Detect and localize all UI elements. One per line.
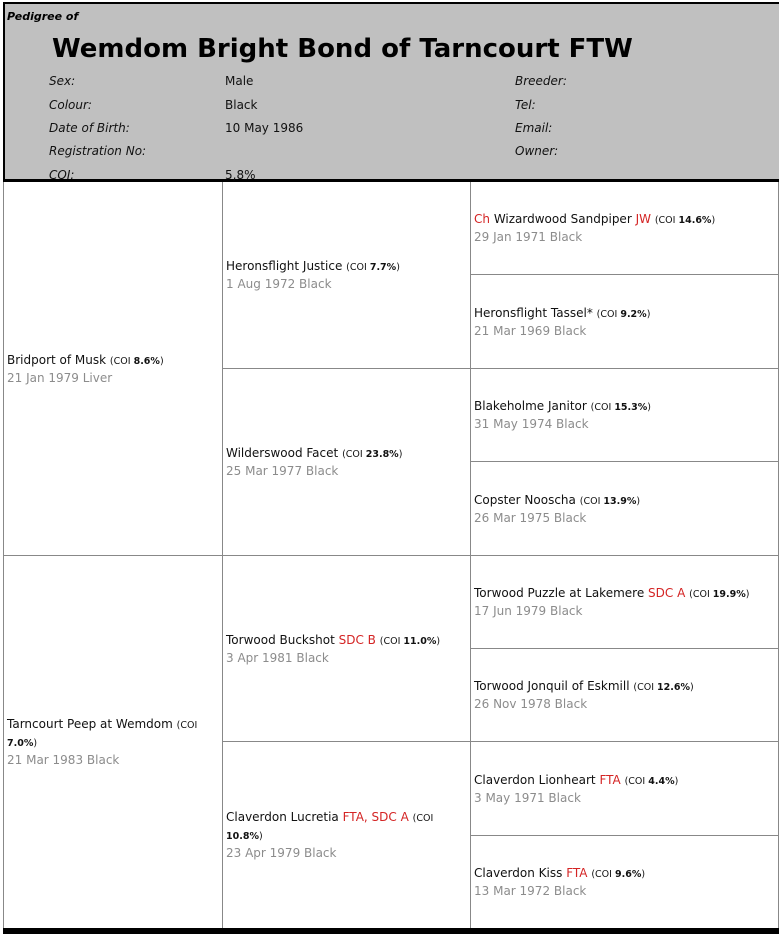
title-suffix: JW [635, 212, 651, 226]
title-suffix: SDC B [338, 632, 376, 647]
dog-name: Torwood Puzzle at Lakemere [474, 586, 645, 600]
coi-value: 15.3% [614, 402, 648, 413]
birth-colour-details: 3 Apr 1981 Black [226, 650, 329, 665]
sire-dam-cell [3, 556, 222, 929]
coi-label: COI: [49, 168, 75, 182]
tel-label: Tel: [515, 98, 536, 112]
grandparent-cell [222, 182, 470, 369]
coi-value: 4.4% [648, 775, 675, 787]
dog-name: Wizardwood Sandpiper [493, 212, 632, 226]
dog-name: Claverdon Lucretia [226, 810, 339, 824]
dog-entry [7, 352, 218, 386]
dog-name: Copster Nooscha [474, 492, 576, 507]
coi-value: 9.6% [615, 869, 642, 880]
dog-entry [474, 865, 774, 899]
grandparent-cell [222, 742, 470, 929]
dog-entry [474, 305, 774, 339]
title-suffix: FTA [599, 772, 621, 787]
birth-colour-details: 23 Apr 1979 Black [226, 846, 337, 860]
dog-entry [474, 585, 774, 619]
dog-name: Claverdon Lionheart [474, 772, 596, 787]
dog-name-line [474, 398, 774, 416]
dog-name-line [474, 492, 774, 510]
dog-entry [226, 809, 466, 861]
coi-value: 14.6% [678, 215, 712, 226]
coi-badge: (COI 4.4%) [624, 775, 679, 787]
coi-label: COI [595, 869, 612, 880]
coi-badge: (COI 7.0%) [7, 720, 198, 749]
dog-entry [474, 772, 774, 806]
coi-label: COI [349, 262, 367, 273]
bottom-rule [3, 928, 779, 934]
coi-value: 19.9% [712, 589, 746, 600]
colour-value: Black [225, 98, 258, 112]
coi-label: COI [180, 720, 198, 731]
coi-value: 12.6% [657, 682, 691, 693]
birth-colour-details: 21 Jan 1979 Liver [7, 370, 113, 385]
grandparent-cell [222, 369, 470, 556]
coi-value: 7.0% [7, 738, 34, 749]
dog-name-line [7, 716, 218, 752]
dog-name-line [474, 211, 774, 229]
dog-name-line [474, 865, 774, 883]
owner-label: Owner: [515, 144, 559, 158]
dog-name-line [7, 352, 218, 370]
dog-entry [226, 258, 466, 292]
coi-badge: (COI 8.6%) [109, 355, 164, 367]
coi-badge: (COI 11.0%) [379, 635, 441, 647]
dog-entry [474, 211, 774, 245]
coi-value: 13.9% [603, 495, 637, 507]
coi-value: 8.6% [133, 355, 160, 367]
birth-colour-details: 26 Nov 1978 Black [474, 697, 588, 711]
dog-name-title: Wemdom Bright Bond of Tarncourt FTW [52, 34, 633, 64]
birth-colour-details: 17 Jun 1979 Black [474, 604, 583, 618]
coi-label: COI [345, 449, 363, 460]
title-suffix: SDC A [648, 586, 686, 600]
great-grandparent-cell [470, 742, 779, 836]
great-grandparent-cell [470, 182, 779, 275]
coi-badge: (COI 14.6%) [654, 215, 716, 226]
title-suffix: FTA, SDC A [342, 810, 409, 824]
coi-label: COI [416, 813, 434, 824]
dog-name-line [474, 585, 774, 603]
dog-name-line [226, 632, 466, 650]
title-prefix: Ch [474, 212, 490, 226]
grandparent-cell [222, 556, 470, 742]
great-grandparent-cell [470, 275, 779, 369]
birth-colour-details: 26 Mar 1975 Black [474, 510, 587, 525]
dog-name: Torwood Jonquil of Eskmill [474, 679, 630, 693]
great-grandparent-cell [470, 836, 779, 929]
coi-value: 9.2% [620, 308, 647, 320]
coi-badge: (COI 15.3%) [590, 402, 651, 413]
coi-badge: (COI 9.6%) [591, 869, 646, 880]
dob-label: Date of Birth: [49, 121, 130, 135]
pedigree-header [3, 2, 779, 182]
dog-entry [474, 398, 774, 432]
birth-colour-details: 25 Mar 1977 Black [226, 464, 339, 478]
dog-name-line [226, 258, 466, 276]
coi-value: 11.0% [403, 635, 437, 647]
dog-name: Claverdon Kiss [474, 866, 563, 880]
dog-name: Tarncourt Peep at Wemdom [7, 717, 173, 731]
birth-colour-details: 13 Mar 1972 Black [474, 884, 587, 898]
registration-label: Registration No: [49, 144, 147, 158]
coi-badge: (COI 9.2%) [596, 308, 651, 320]
dob-value: 10 May 1986 [225, 121, 304, 135]
dog-name: Wilderswood Facet [226, 446, 339, 460]
dog-name-line [474, 305, 774, 323]
dog-entry [226, 445, 466, 479]
dog-name: Heronsflight Tassel* [474, 305, 593, 320]
breeder-label: Breeder: [515, 74, 567, 88]
coi-value: 10.8% [226, 831, 259, 842]
dog-name-line [226, 445, 466, 463]
dog-name: Torwood Buckshot [226, 632, 335, 647]
sire-dam-cell [3, 182, 222, 556]
coi-badge: (COI 12.6%) [633, 682, 694, 693]
dog-entry [7, 716, 218, 768]
great-grandparent-cell [470, 556, 779, 649]
colour-label: Colour: [49, 98, 92, 112]
dog-name: Blakeholme Janitor [474, 399, 587, 413]
great-grandparent-cell [470, 462, 779, 556]
great-grandparent-cell [470, 369, 779, 462]
coi-label: COI [692, 589, 710, 600]
coi-label: COI [628, 775, 646, 787]
coi-badge: (COI 7.7%) [346, 262, 400, 273]
birth-colour-details: 21 Mar 1969 Black [474, 323, 587, 338]
dog-entry [226, 632, 466, 666]
coi-label: COI [583, 495, 601, 507]
email-label: Email: [515, 121, 553, 135]
sex-label: Sex: [49, 74, 76, 88]
dog-name-line [226, 809, 466, 845]
dog-name: Bridport of Musk [7, 352, 107, 367]
birth-colour-details: 29 Jan 1971 Black [474, 230, 583, 244]
coi-label: COI [637, 682, 655, 693]
coi-label: COI [113, 355, 131, 367]
coi-label: COI [594, 402, 612, 413]
coi-label: COI [658, 215, 676, 226]
birth-colour-details: 21 Mar 1983 Black [7, 753, 120, 767]
title-suffix: FTA [566, 866, 588, 880]
coi-badge: (COI 23.8%) [342, 449, 403, 460]
birth-colour-details: 3 May 1971 Black [474, 790, 581, 805]
birth-colour-details: 31 May 1974 Black [474, 417, 589, 431]
coi-badge: (COI 13.9%) [579, 495, 641, 507]
coi-value: 7.7% [369, 262, 397, 273]
coi-label: COI [383, 635, 401, 647]
coi-badge: (COI 10.8%) [226, 813, 434, 842]
dog-entry [474, 492, 774, 526]
dog-name: Heronsflight Justice [226, 259, 343, 273]
coi-value: 23.8% [365, 449, 399, 460]
dog-name-line [474, 678, 774, 696]
coi-value: 5,8% [225, 168, 256, 182]
sex-value: Male [225, 74, 254, 88]
pedigree-kicker: Pedigree of [7, 10, 79, 23]
birth-colour-details: 1 Aug 1972 Black [226, 277, 332, 291]
great-grandparent-cell [470, 649, 779, 742]
dog-entry [474, 678, 774, 712]
dog-name-line [474, 772, 774, 790]
coi-label: COI [600, 308, 618, 320]
coi-badge: (COI 19.9%) [689, 589, 750, 600]
